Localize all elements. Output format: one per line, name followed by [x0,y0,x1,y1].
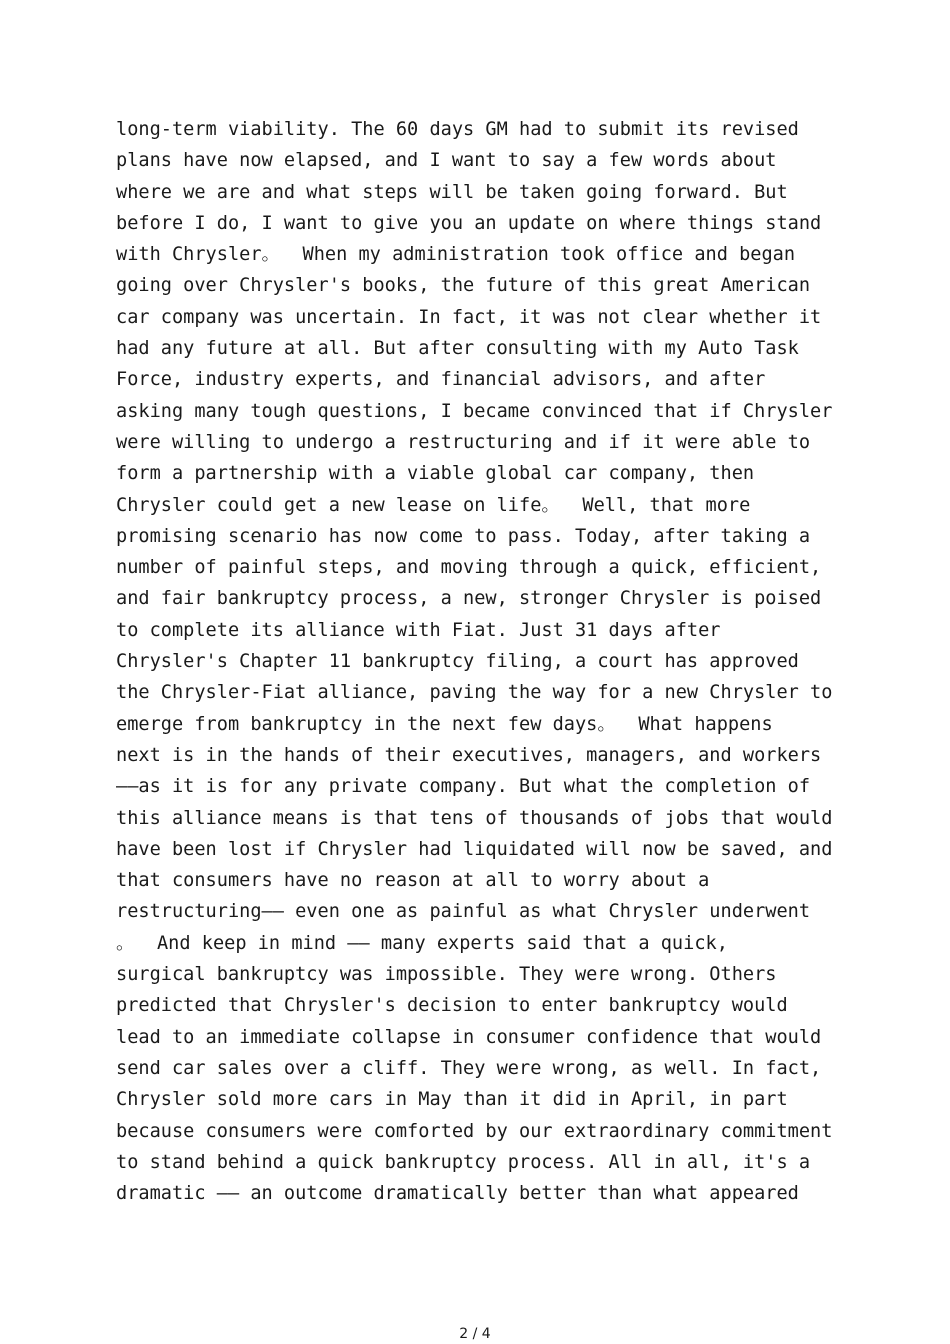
text-line: Force, industry experts, and financial advisors, and after [116,369,766,391]
text-line: before I do, I want to give you an update on where things stand [116,212,822,234]
text-line: were willing to undergo a restructuring and if it were able to [116,431,811,453]
text-line: with Chrysler。 When my administration took office and began [116,244,796,266]
text-line: Chrysler could get a new lease on life。 Well, that more [116,494,751,516]
text-line: form a partnership with a viable global car company, then [116,463,755,485]
text-line: lead to an immediate collapse in consumer confidence that would [116,1026,822,1048]
text-line: car company was uncertain. In fact, it was not clear whether it [116,306,822,328]
text-line: have been lost if Chrysler had liquidated will now be saved, and [116,838,833,860]
text-line: where we are and what steps will be taken going forward. But [116,181,788,203]
text-line: Chrysler's Chapter 11 bankruptcy filing, a court has approved [116,651,799,673]
text-line: promising scenario has now come to pass. Today, after taking a [116,525,811,547]
text-line: plans have now elapsed, and I want to say a few words about [116,150,777,172]
text-line: long-term viability. The 60 days GM had to submit its revised [116,119,799,140]
text-line: emerge from bankruptcy in the next few days。 What happens [116,713,773,735]
text-line: asking many tough questions, I became convinced that if Chrysler [116,400,833,422]
text-line: ——as it is for any private company. But what the completion of [116,776,811,798]
text-line: surgical bankruptcy was impossible. They were wrong. Others [116,964,777,986]
text-line: to stand behind a quick bankruptcy process. All in all, it's a [116,1151,811,1173]
body-text [116,114,916,1209]
text-line: to complete its alliance with Fiat. Just 31 days after [116,619,721,641]
text-line: that consumers have no reason at all to worry about a [116,870,710,892]
text-line: 。 And keep in mind —— many experts said that a quick, [116,932,728,954]
text-line: this alliance means is that tens of thousands of jobs that would [116,807,833,829]
page-number: 2 / 4 [459,1326,491,1342]
text-line: restructuring—— even one as painful as what Chrysler underwent [116,901,811,923]
text-line: number of painful steps, and moving through a quick, efficient, [116,557,822,579]
text-line: predicted that Chrysler's decision to enter bankruptcy would [116,995,788,1017]
text-line: Chrysler sold more cars in May than it did in April, in part [116,1089,788,1111]
text-line: next is in the hands of their executives, managers, and workers [116,744,822,766]
text-line: because consumers were comforted by our extraordinary commitment [116,1120,833,1142]
text-line: the Chrysler-Fiat alliance, paving the way for a new Chrysler to [116,682,833,704]
text-line: and fair bankruptcy process, a new, stronger Chrysler is poised [116,588,822,610]
text-line: dramatic —— an outcome dramatically better than what appeared [116,1183,799,1205]
text-line: going over Chrysler's books, the future of this great American [116,275,811,297]
text-line: send car sales over a cliff. They were wrong, as well. In fact, [116,1057,822,1079]
text-line: had any future at all. But after consulting with my Auto Task [116,338,799,360]
